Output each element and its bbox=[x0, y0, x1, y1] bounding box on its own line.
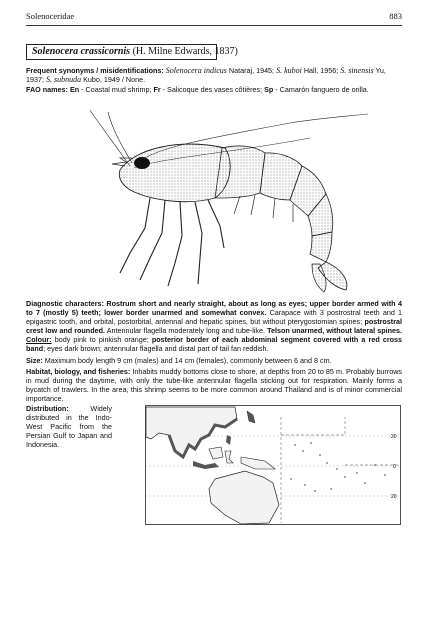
fao-label: FAO names: bbox=[26, 85, 68, 94]
diagnostic-text-1: Carapace with 3 postrostral teeth and 1 epigastric tooth, and orbital, postorbital, antennal and hepatic spines, but without pterygostomian spines; bbox=[26, 307, 402, 326]
habitat-label: Habitat, biology, and fisheries: bbox=[26, 367, 131, 376]
synonym-4: S. subnuda bbox=[46, 74, 82, 84]
header-rule bbox=[26, 25, 402, 26]
synonym-1: Solenocera indicus bbox=[165, 66, 227, 75]
diagnostic-bold-2: postrostral crest low and rounded. bbox=[26, 316, 402, 335]
diagnostic-paragraph bbox=[26, 300, 402, 353]
fao-sp-code: Sp bbox=[264, 85, 274, 94]
synonyms-paragraph bbox=[26, 67, 402, 85]
synonym-1-author: Nataraj, 1945; bbox=[228, 66, 275, 75]
map-lat-label-2: 0 bbox=[393, 464, 396, 470]
fao-en-code: En bbox=[69, 85, 80, 94]
fao-sp-name: - Camarón fanguero de orilla. bbox=[275, 85, 369, 94]
synonym-4-author: Kubo, 1949 / None. bbox=[83, 74, 146, 84]
synonym-2-author: Hall, 1956; bbox=[303, 66, 339, 75]
distribution-text: Widely distributed in the Indo-West Pacific from the Persian Gulf to Japan and Indonesia. bbox=[26, 404, 112, 449]
fao-en-name: - Coastal mud shrimp; bbox=[81, 85, 152, 94]
size-label: Size: bbox=[26, 356, 43, 365]
running-header bbox=[26, 11, 402, 25]
fao-fr-name: - Salicoque des vases côtières; bbox=[162, 85, 263, 94]
species-name: Solenocera crassicornis bbox=[32, 46, 131, 57]
diagnostic-bold-1: Rostrum short and nearly straight, about as long as eyes; upper border armed with 4 to 7 (mostly 5) teeth; lower border unarmed and somewhat convex. bbox=[26, 299, 403, 317]
map-lat-label-3: 20 bbox=[391, 494, 397, 500]
species-author: (H. Milne Edwards, 1837) bbox=[132, 46, 238, 57]
family-name: Solenoceridae bbox=[26, 11, 75, 21]
synonym-2: S. kuboi bbox=[276, 66, 302, 75]
synonym-3-author: Yu, 1937; bbox=[26, 66, 386, 84]
fao-fr-code: Fr bbox=[153, 85, 161, 94]
diagnostic-bold-3: Telson unarmed, without lateral spines. bbox=[267, 325, 402, 335]
distribution-map bbox=[145, 405, 401, 525]
synonyms-label: Frequent synonyms / misidentifications: bbox=[26, 66, 164, 75]
diagnostic-label: Diagnostic characters: bbox=[26, 299, 104, 308]
diagnostic-text-3: body pink to pinkish orange; bbox=[54, 334, 149, 344]
diagnostic-text-4: ; eyes dark brown; antennular flagella and distal part of tail fan reddish. bbox=[43, 343, 269, 353]
shrimp-illustration bbox=[90, 108, 370, 293]
map-lat-label-1: 20 bbox=[391, 434, 397, 440]
diagnostic-bold-4: posterior border of each abdominal segment covered with a red cross band bbox=[26, 334, 403, 353]
distribution-paragraph bbox=[26, 405, 112, 450]
habitat-paragraph bbox=[26, 368, 402, 404]
size-paragraph bbox=[26, 357, 402, 366]
fao-names-paragraph bbox=[26, 86, 402, 95]
distribution-label: Distribution: bbox=[26, 404, 69, 413]
diagnostic-text-2: Antennular flagella moderately long and tube-like. bbox=[106, 325, 266, 335]
size-text: Maximum body length 9 cm (males) and 14 cm (females), commonly between 6 and 8 cm. bbox=[44, 356, 332, 365]
page-number: 883 bbox=[389, 11, 402, 21]
synonym-3: S. sinensis bbox=[340, 66, 374, 75]
habitat-text: Inhabits muddy bottoms close to shore, at depths from 20 to 85 m. Probably burrows in mud during the daytime, with only the tube-like antennular flagella sticking out for respiration. Mainly forms a bycatch of trawlers. In the area, this shrimp seems to be more common around Thailand and is of minor commercial importance. bbox=[26, 367, 403, 403]
colour-label: Colour: bbox=[26, 334, 52, 344]
species-title-box bbox=[26, 44, 238, 60]
